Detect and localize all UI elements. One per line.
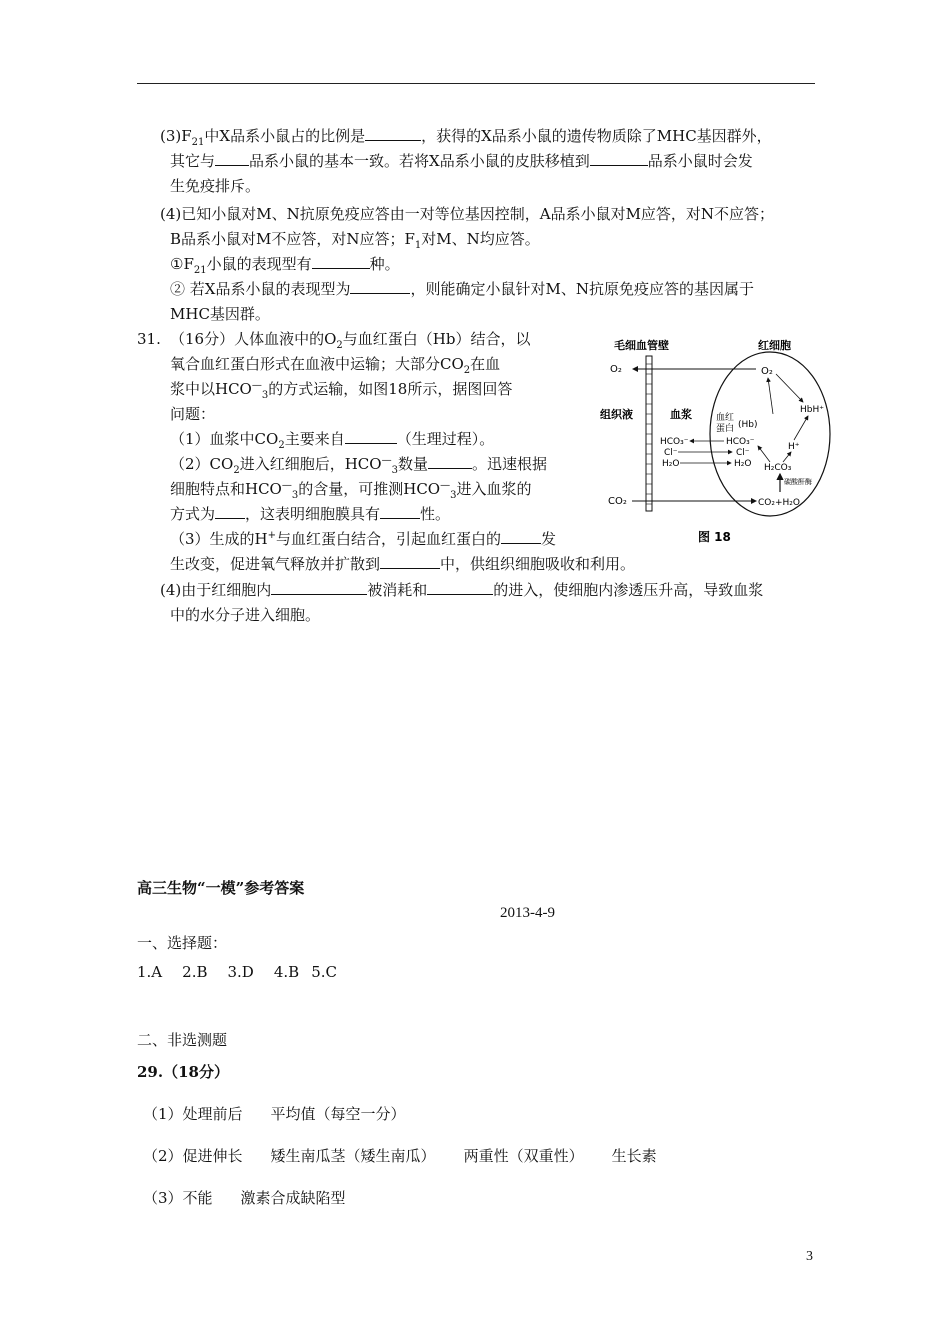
plasma-hco3-label: HCO₃⁻ <box>660 437 689 447</box>
choice-answers: 1.A 2.B 3.D 4.B 5.C <box>137 963 337 981</box>
q30-part4: (4)已知小鼠对M、N抗原免疫应答由一对等位基因控制，A品系小鼠对M应答，对N不应答； B品系小鼠对M不应答，对N应答；$F_1$对M、N均应答。 $①F_{21}$小鼠的表现型有 种。 ② 若X品系小鼠的表现型为 ，则能确定小鼠针对M、N抗原免疫应答的基因属于 MHC基因群。 <box>160 205 775 323</box>
enzyme-label: 碳酸酐酶 <box>784 478 812 486</box>
q31-number: 31. <box>137 330 161 348</box>
q29-heading: 29.（18分） <box>137 1063 229 1081</box>
blank <box>215 150 249 166</box>
co2-h2o-label: CO₂+H₂O <box>758 498 800 508</box>
blank <box>380 503 420 519</box>
h-plus-label: H⁺ <box>788 442 800 452</box>
capillary-wall-label: 毛细血管壁 <box>614 339 669 352</box>
answers-title: 高三生物“一模”参考答案 <box>137 879 305 897</box>
plasma-label: 血浆 <box>670 408 692 421</box>
h2co3-label: H₂CO₃ <box>764 463 792 473</box>
o2-to-hbh <box>776 374 803 402</box>
o2-out-label: O₂ <box>610 364 622 375</box>
cell-h2o-label: H₂O <box>734 459 752 469</box>
wall-hatching <box>646 364 652 504</box>
co2-label: CO₂ <box>608 496 627 507</box>
q31-part4: (4)由于红细胞内 被消耗和 的进入，使细胞内渗透压升高，导致血浆 中的水分子进入细胞。 <box>160 581 764 624</box>
q30-part3: $(3)F_{21}$中X品系小鼠占的比例是 ，获得的X品系小鼠的遗传物质除了MHC基因群外， 其它与 品系小鼠的基本一致。若将X品系小鼠的皮肤移植到 品系小鼠时会发 生免疫排斥。 <box>160 127 772 195</box>
answer-2: （2）促进伸长 矮生南瓜茎（矮生南瓜） 两重性（双重性） 生长素 <box>143 1147 657 1165</box>
o2-in-label: O₂ <box>761 366 773 377</box>
blank <box>380 553 440 569</box>
hb-abbr-label: (Hb) <box>738 420 758 430</box>
answer-3: （3）不能 激素合成缺陷型 <box>143 1189 346 1207</box>
blank <box>350 278 410 294</box>
answers-date: 2013-4-9 <box>500 905 555 921</box>
blank <box>345 428 397 444</box>
hb-to-o2 <box>768 378 773 414</box>
q31-text: （16分）人体血液中的$O_2$与血红蛋白（Hb）结合，以 氧合血红蛋白形式在血液中运输；大部分$CO_2$在血 浆中以$HCO^—_3$的方式运输，如图18所示，据图回答 问题： （1）血浆中$CO_2$主要来自 （生理过程）。 $(2)CO_2$进入红细胞后，$HCO^—_3$数量 。迅速根据 细胞特点和$HCO^—_3$的含量，可推测$HCO^—_3$进入血浆的 方式为 ，这表明细胞膜具有 性。 （3）生成的H+与血红蛋白结合，引起血红蛋白的 发 生改变，促进氧气释放并扩散到 中，供组织细胞吸收和利用。 <box>170 330 636 573</box>
page-number: 3 <box>806 1249 813 1264</box>
cell-hco3-label: HCO₃⁻ <box>726 437 755 447</box>
blank <box>501 528 541 544</box>
figure-18 <box>598 334 833 549</box>
answer-1: （1）处理前后 平均值（每空一分） <box>143 1105 406 1123</box>
hbh-label: HbH⁺ <box>800 405 824 415</box>
h2co3-to-hco3 <box>758 446 770 462</box>
plasma-h2o-label: H₂O <box>662 459 680 469</box>
tissue-fluid-label: 组织液 <box>600 408 633 421</box>
hb-label: 血红蛋白 <box>716 413 735 434</box>
section-nonchoice: 二、非选测题 <box>137 1031 228 1049</box>
figure-caption: 图 18 <box>698 530 731 544</box>
blank <box>590 150 648 166</box>
blank <box>428 453 472 469</box>
header-rule <box>137 83 815 84</box>
h-to-hbh <box>794 416 808 440</box>
blank <box>215 503 245 519</box>
plasma-cl-label: Cl⁻ <box>664 448 678 458</box>
blank <box>365 125 421 141</box>
section-choice: 一、选择题： <box>137 934 228 952</box>
blank <box>427 579 493 595</box>
blank <box>271 579 367 595</box>
red-cell-label: 红细胞 <box>758 339 791 352</box>
blank <box>312 253 370 269</box>
capillary-wall <box>646 356 652 511</box>
cell-cl-label: Cl⁻ <box>736 448 750 458</box>
h2co3-to-h <box>783 452 791 462</box>
